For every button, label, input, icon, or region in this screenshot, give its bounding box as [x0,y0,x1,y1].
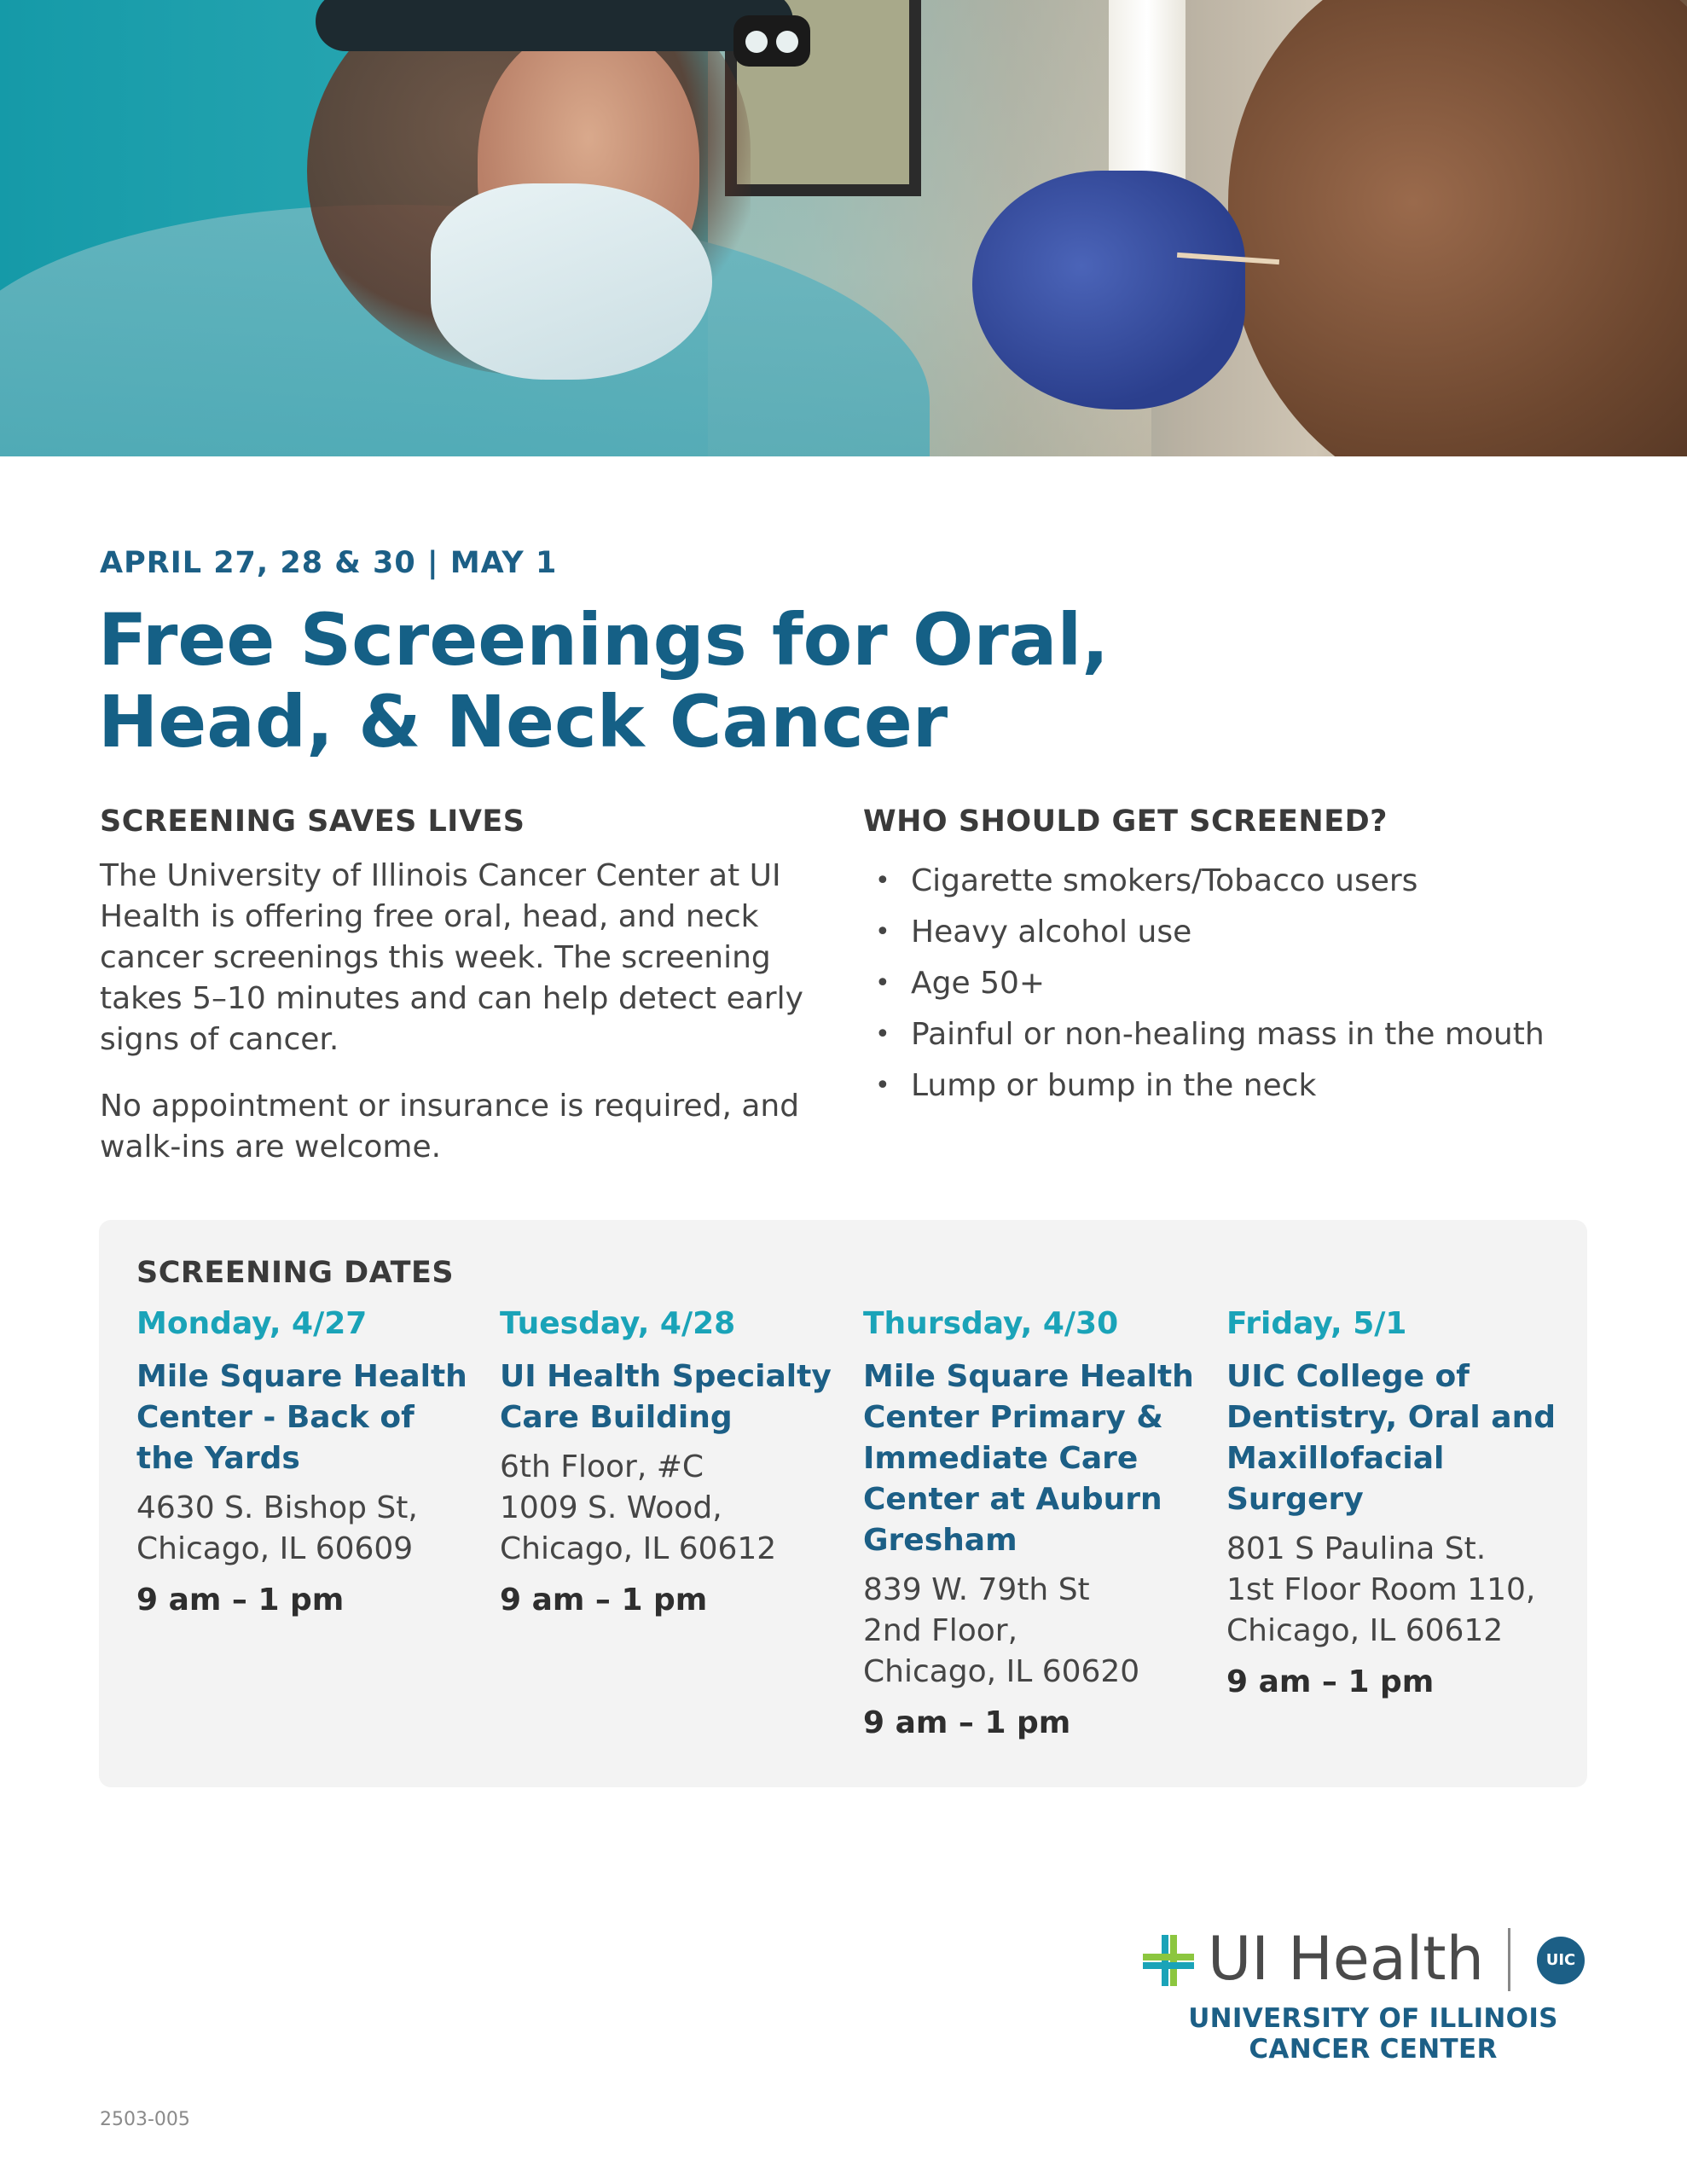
bullet-icon: • [875,1019,890,1049]
walk-in-paragraph: No appointment or insurance is required, and walk-ins are welcome. [100,1089,800,1165]
location-name: Mile Square Health Center - Back of the Yards [136,1359,467,1476]
uic-badge: UIC [1537,1937,1585,1984]
who-should-get-screened-section [863,804,1631,1112]
ui-health-cross-icon [1143,1935,1194,1986]
location-time: 9 am – 1 pm [863,1705,1071,1740]
photo-headlamp-band [316,0,793,51]
location-address: 801 S Paulina St. 1st Floor Room 110, Chicago, IL 60612 [1226,1531,1536,1648]
screening-dates-card [99,1220,1587,1787]
list-item: • Lump or bump in the neck [863,1060,1631,1112]
location-day: Tuesday, 4/28 [500,1306,736,1341]
location-friday [1226,1304,1568,1703]
bullet-icon: • [875,917,890,947]
location-day: Thursday, 4/30 [863,1306,1119,1341]
location-name: UIC College of Dentistry, Oral and Maxillofacial Surgery [1226,1359,1556,1517]
location-address: 4630 S. Bishop St, Chicago, IL 60609 [136,1490,418,1566]
title-line-1: Free Screenings for Oral, [98,598,1110,682]
location-address: 6th Floor, #C 1009 S. Wood, Chicago, IL 60612 [500,1449,777,1566]
section-heading: WHO SHOULD GET SCREENED? [863,804,1388,839]
hero-photo [0,0,1687,456]
bullet-icon: • [875,1071,890,1101]
location-time: 9 am – 1 pm [136,1583,345,1618]
document-code: 2503-005 [100,2109,190,2130]
logo-line-1: UNIVERSITY OF ILLINOIS [1188,2003,1558,2034]
eligibility-list [863,856,1631,1112]
location-time: 9 am – 1 pm [500,1583,708,1618]
bullet-icon: • [875,968,890,998]
logo-brand: UI Health [1208,1924,1484,1994]
photo-patient [1228,0,1687,456]
page-title [98,599,1377,763]
section-heading: SCREENING SAVES LIVES [100,804,525,839]
ui-health-logo [1143,1920,1603,2073]
photo-headlamp [733,15,810,67]
event-dates: APRIL 27, 28 & 30 | MAY 1 [100,546,558,580]
photo-face-mask [431,183,712,380]
title-line-2: Head, & Neck Cancer [98,680,948,764]
screening-saves-lives-section [100,804,842,1168]
list-item: • Heavy alcohol use [863,907,1631,958]
intro-paragraph: The University of Illinois Cancer Center at UI Health is offering free oral, head, and neck cancer screenings this week. The screening takes 5–10 minutes and can help detect early signs of cancer. [100,858,803,1057]
logo-divider [1508,1928,1510,1991]
location-day: Friday, 5/1 [1226,1306,1407,1341]
location-time: 9 am – 1 pm [1226,1664,1435,1699]
location-name: UI Health Specialty Care Building [500,1359,832,1435]
list-item: • Painful or non-healing mass in the mouth [863,1009,1631,1060]
location-tuesday [500,1304,841,1621]
location-monday [136,1304,478,1621]
location-name: Mile Square Health Center Primary & Immediate Care Center at Auburn Gresham [863,1359,1194,1558]
logo-line-2: CANCER CENTER [1249,2034,1498,2065]
location-day: Monday, 4/27 [136,1306,368,1341]
list-item: • Cigarette smokers/Tobacco users [863,856,1631,907]
location-thursday [863,1304,1204,1744]
list-item: • Age 50+ [863,958,1631,1009]
bullet-icon: • [875,866,890,896]
card-heading: SCREENING DATES [136,1256,455,1290]
location-address: 839 W. 79th St 2nd Floor, Chicago, IL 60620 [863,1572,1140,1689]
